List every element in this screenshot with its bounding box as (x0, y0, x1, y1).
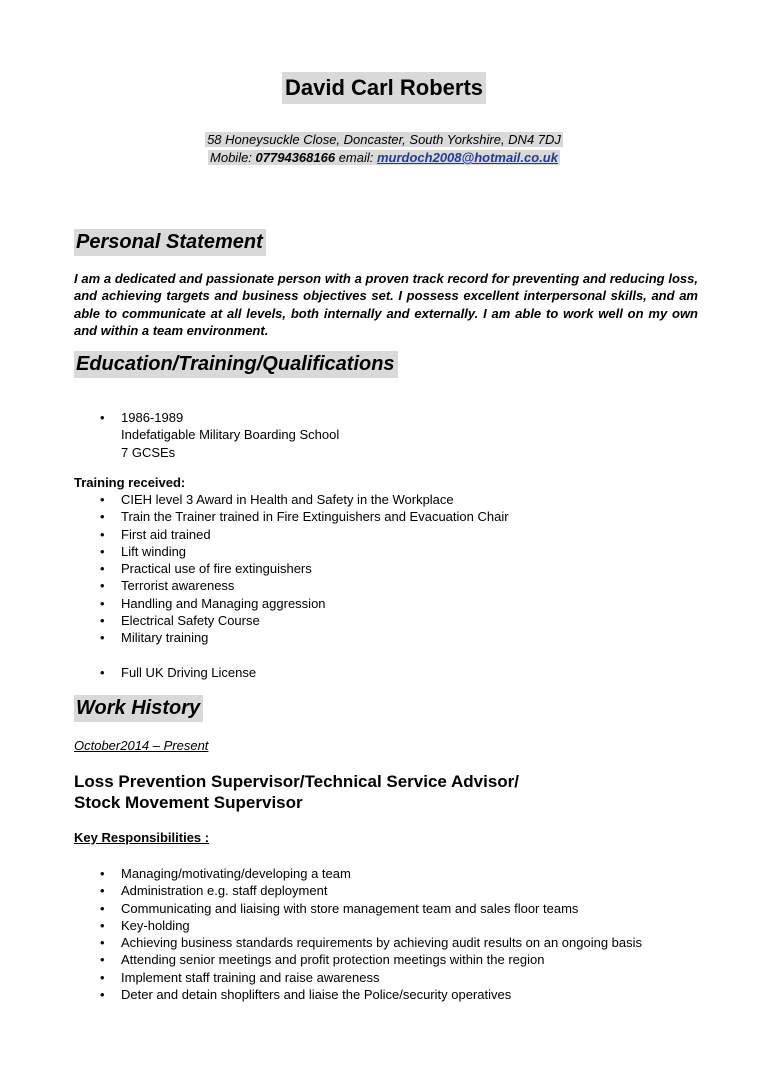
list-item: • Military training (100, 630, 209, 646)
personal-statement-text: I am a dedicated and passionate person with a proven track record for preventing and reducing loss, and achieving targets and business objectives set. I possess excellent interpersonal skills, and am able to communicate at all levels, both internally and externally. I am able to work well on my own and within a team environment. (74, 271, 698, 338)
job-title-line-2: Stock Movement Supervisor (74, 793, 303, 812)
list-item: • Communicating and liaising with store management team and sales floor teams (100, 900, 579, 916)
education-list (0, 409, 339, 461)
driving-license: Full UK Driving License (121, 665, 257, 680)
bullet: • (100, 987, 105, 1003)
list-item: • Practical use of fire extinguishers (100, 561, 312, 577)
list-item: • Administration e.g. staff deployment (100, 883, 328, 899)
list-item: • Attending senior meetings and profit protection meetings within the region (100, 952, 545, 968)
personal-statement-heading: Personal Statement (74, 229, 266, 256)
bullet: • (100, 917, 105, 933)
bullet: • (100, 543, 105, 559)
bullet: • (100, 969, 105, 985)
list-item (0, 664, 256, 681)
contact-block (0, 131, 768, 167)
bullet: • (100, 578, 105, 594)
education-entry (0, 409, 339, 461)
bullet: • (100, 935, 105, 951)
mobile-number: 07794368166 (255, 150, 336, 165)
work-history-heading: Work History (74, 695, 203, 722)
bullet: • (100, 526, 105, 542)
list-item: • Implement staff training and raise awareness (100, 969, 380, 985)
address: 58 Honeysuckle Close, Doncaster, South Yorkshire, DN4 7DJ (207, 132, 561, 147)
job-title-line-1: Loss Prevention Supervisor/Technical Service Advisor/ (74, 772, 519, 791)
list-item: • Managing/motivating/developing a team (100, 866, 351, 881)
list-item: • First aid trained (100, 526, 211, 542)
list-item: • Handling and Managing aggression (100, 595, 326, 611)
bullet: • (100, 630, 105, 646)
list-item: • Train the Trainer trained in Fire Extinguishers and Evacuation Chair (100, 509, 509, 525)
bullet: • (100, 613, 105, 629)
job-title (74, 771, 519, 813)
key-responsibilities-label: Key Responsibilities : (74, 830, 210, 845)
email-label: email: (335, 150, 377, 165)
job-date-range: October2014 – Present (74, 738, 209, 753)
list-item: • Electrical Safety Course (100, 613, 260, 629)
list-item: • Key-holding (100, 917, 190, 933)
responsibilities-list (0, 865, 642, 1003)
training-list (0, 491, 509, 647)
education-years: 1986-1989 (121, 410, 184, 425)
education-school: Indefatigable Military Boarding School (121, 427, 340, 443)
mobile-label: Mobile: (210, 150, 256, 165)
bullet: • (100, 883, 105, 899)
bullet: • (100, 509, 105, 525)
education-heading: Education/Training/Qualifications (74, 351, 398, 378)
name-heading-wrap (0, 72, 768, 104)
candidate-name: David Carl Roberts (282, 72, 486, 104)
bullet: • (100, 900, 105, 916)
education-qualification: 7 GCSEs (121, 444, 176, 460)
bullet: • (100, 952, 105, 968)
bullet: • (100, 410, 105, 425)
bullet: • (100, 561, 105, 577)
list-item: • Terrorist awareness (100, 578, 235, 594)
bullet: • (100, 866, 105, 881)
list-item: • CIEH level 3 Award in Health and Safety in the Workplace (100, 492, 454, 507)
extra-list (0, 664, 256, 681)
bullet: • (100, 595, 105, 611)
email-link[interactable]: murdoch2008@hotmail.co.uk (376, 150, 558, 165)
bullet: • (100, 665, 105, 680)
bullet: • (100, 492, 105, 507)
list-item: • Lift winding (100, 543, 187, 559)
contact-line (208, 150, 560, 165)
list-item: • Deter and detain shoplifters and liaise the Police/security operatives (100, 987, 512, 1003)
training-label: Training received: (74, 475, 186, 490)
list-item: • Achieving business standards requirements by achieving audit results on an ongoing basis (100, 935, 643, 951)
